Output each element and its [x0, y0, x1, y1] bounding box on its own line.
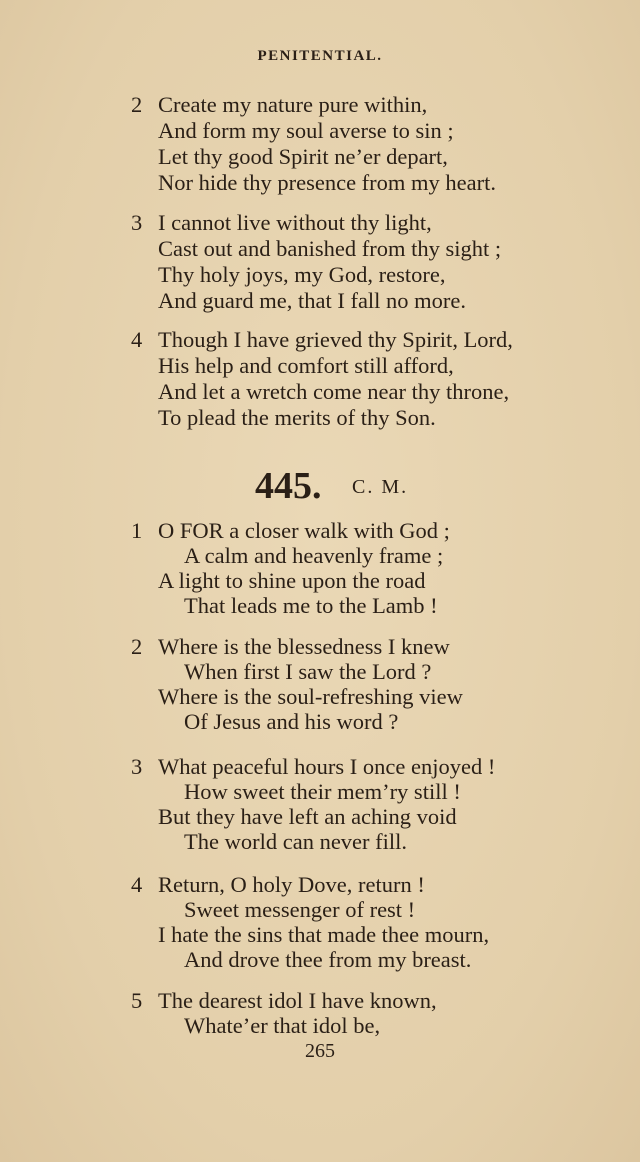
- stanza-number: 2: [131, 92, 143, 117]
- verse-line: And drove thee from my breast.: [184, 947, 472, 972]
- verse-line: Where is the soul-refreshing view: [158, 684, 463, 709]
- stanza-number: 3: [131, 210, 143, 235]
- stanza-number: 2: [131, 634, 143, 659]
- hymn-number: 445.: [255, 465, 322, 507]
- verse-line: Create my nature pure within,: [158, 92, 428, 117]
- verse-line: The dearest idol I have known,: [158, 988, 437, 1013]
- stanza-number: 3: [131, 754, 143, 779]
- verse-line: But they have left an aching void: [158, 804, 457, 829]
- verse-line: I hate the sins that made thee mourn,: [158, 922, 490, 947]
- verse-line: What peaceful hours I once enjoyed !: [158, 754, 496, 779]
- stanza-number: 4: [131, 327, 143, 352]
- stanza-number: 4: [131, 872, 143, 897]
- verse-line: Let thy good Spirit ne’er depart,: [158, 144, 448, 169]
- verse-line: Whate’er that idol be,: [184, 1013, 381, 1038]
- verse-line: To plead the merits of thy Son.: [158, 405, 436, 430]
- verse-line: O FOR a closer walk with God ;: [158, 518, 450, 543]
- stanza-number: 1: [131, 518, 143, 543]
- verse-line: Sweet messenger of rest !: [184, 897, 416, 922]
- verse-line: How sweet their mem’ry still !: [184, 779, 461, 804]
- verse-line: A light to shine upon the road: [158, 568, 426, 593]
- verse-line: And guard me, that I fall no more.: [158, 288, 467, 313]
- verse-line: Of Jesus and his word ?: [184, 709, 399, 734]
- verse-line: Thy holy joys, my God, restore,: [158, 262, 446, 287]
- verse-line: His help and comfort still afford,: [158, 353, 454, 378]
- verse-line: The world can never fill.: [184, 829, 408, 854]
- running-title: PENITENTIAL.: [257, 48, 383, 64]
- verse-line: Cast out and banished from thy sight ;: [158, 236, 502, 261]
- verse-line: When first I saw the Lord ?: [184, 659, 432, 684]
- verse-line: And form my soul averse to sin ;: [158, 118, 454, 143]
- verse-line: That leads me to the Lamb !: [184, 593, 438, 618]
- verse-line: I cannot live without thy light,: [158, 210, 432, 235]
- page-number: 265: [305, 1040, 335, 1062]
- verse-line: Return, O holy Dove, return !: [158, 872, 425, 897]
- verse-line: Where is the blessedness I knew: [158, 634, 450, 659]
- verse-line: And let a wretch come near thy throne,: [158, 379, 510, 404]
- verse-line: A calm and heavenly frame ;: [184, 543, 444, 568]
- hymn-header: [0, 466, 640, 506]
- hymn-meter: C. M.: [352, 476, 409, 498]
- stanza-number: 5: [131, 988, 143, 1013]
- verse-line: Though I have grieved thy Spirit, Lord,: [158, 327, 513, 352]
- verse-line: Nor hide thy presence from my heart.: [158, 170, 497, 195]
